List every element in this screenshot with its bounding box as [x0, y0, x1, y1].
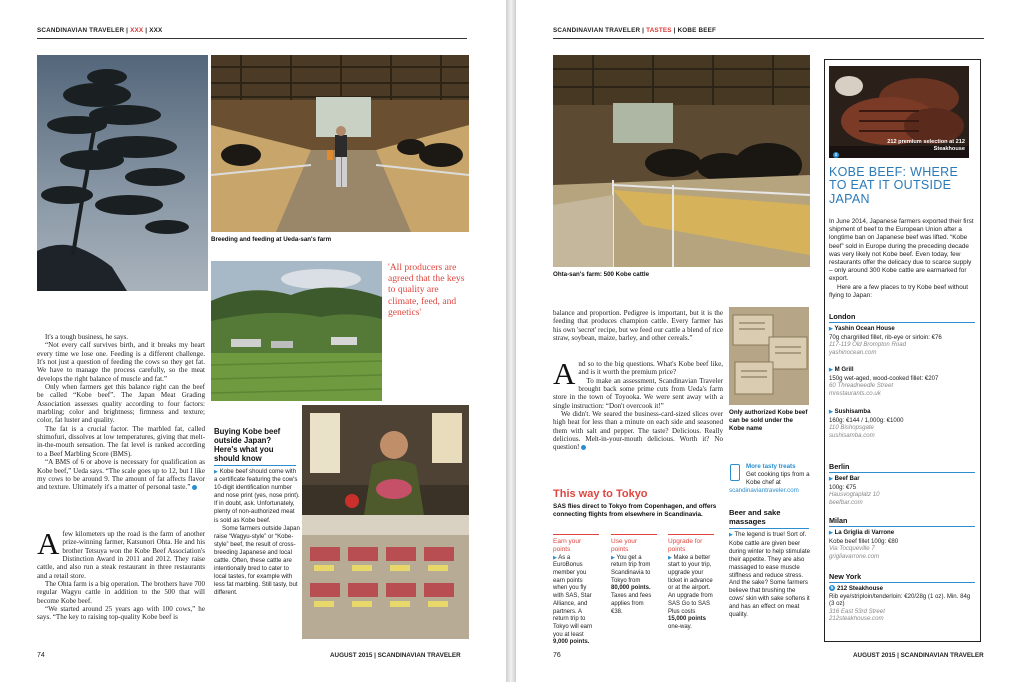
footer: AUGUST 2015 | SCANDINAVIAN TRAVELER	[330, 652, 461, 659]
city-rule	[829, 322, 975, 323]
city-london: London	[829, 312, 856, 321]
end-mark-icon	[581, 445, 586, 450]
body-text-2: Afew kilometers up the road is the farm of another prize-winning farmer, Katsunori Ohta. He and his brother Tetsuya won the Kobe Beef Association's Distinction Award in 2011 and 2012. They raise cattle, and also run a steak restaurant in three restaurants and a retail store. The Ohta farm is a big operation. The brothers have 700 regular Wagyu cattle in addition to the 500 that will become Kobe beef. “We started around 25 years ago with 100 cows,” he says. “The key to raising top-quality Kobe beef is	[37, 526, 205, 622]
restaurant-la-griglia: ▶ La Griglia di Varrone Kobe beef fillet 100g: €80 Via Tocqueville 7 grigliavarrone.com	[829, 529, 899, 560]
phone-icon	[730, 464, 740, 481]
spine-gutter	[506, 0, 516, 682]
tips-link[interactable]: scandinaviantraveler.com	[729, 487, 799, 494]
restaurant-beef-bar: ▶ Beef Bar 100g: €75 Hausvogtaplatz 10 beefbar.com	[829, 475, 880, 506]
beer-rule	[729, 528, 809, 529]
restaurant-sushisamba: ▶ Sushisamba 160g: €144 / 1,000g: €1000 110 Bishopsgate sushisamba.com	[829, 408, 904, 439]
drop-cap-right: A	[553, 356, 576, 391]
restaurant-m-grill: ▶ M Grill 150g wet-aged, wood-cooked fillet: €207 60 Threadneedle Street mrestaurants.co.uk	[829, 366, 939, 397]
drop-cap: A	[37, 526, 60, 561]
box-title: KOBE BEEF: WHERE TO EAT IT OUTSIDE JAPAN	[829, 165, 959, 206]
pull-quote: 'All producers are agreed that the keys to quality are climate, feed, and genetics'	[388, 262, 465, 318]
body-text-right: And so to the big questions. What's Kobe beef like, and is it worth the premium price? To make an assessment, Scandinavian Traveler brought back some prime cuts from Ueda's farm store in the town of Toyooka. We were sent away with a single instruction: “Don't overcook it!” We didn't. We seared the business-card-sized slices over high heat for less than a minute on each side and seasoned them with salt and pepper. The taste? Delicious. Really delicious. Melt-in-your-mouth delicious. Worth it? No question!	[553, 356, 723, 452]
sidebar-title: Buying Kobe beef outside Japan? Here's what you should know	[214, 427, 281, 463]
left-page	[0, 0, 506, 682]
certificate-box-photo	[729, 307, 809, 405]
city-rule	[829, 472, 975, 473]
way-to-tokyo-lead: SAS flies direct to Tokyo from Copenhagen, and offers connecting flights from elsewhere in Scandinavia.	[553, 503, 717, 518]
use-points-column: Use your points ▶ You get a return trip from Scandinavia to Tokyo from 80,000 points. Taxes and fees applies from €38.	[611, 538, 652, 615]
footer-right: AUGUST 2015 | SCANDINAVIAN TRAVELER	[853, 652, 984, 659]
end-mark-icon	[192, 485, 197, 490]
page-number-right: 76	[553, 652, 561, 659]
certificate-caption: Only authorized Kobe beef can be sold under the Kobe name	[729, 409, 808, 432]
tips-title: More tasty treats	[746, 463, 796, 470]
photo-badge: 5	[834, 152, 838, 158]
body-text-1: It's a tough business, he says. “Not every calf survives birth, and it breaks my heart every time we lose one. Feeding is a different challenge. It's not just a question of feeding the cows so they get fat. We have to manage the process carefully, so the meat develops the right balance of muscle and fat.” Only when farmers get this balance right can the beef be called “Kobe beef”. The Japan Meat Grading Association assesses quality according to four factors: marbling; color and brightness; firmness and texture; color, fat luster and quality. The fat is a crucial factor. The marbled fat, called shimofuri, dissolves at low temperatures, giving that melt-in-the-mouth sensation. The fat level is ranked according to a Beef Marbling Score (BMS). “A BMS of 6 or above is necessary for qualification as Kobe beef,” Ueda says. “The scale goes up to 12, but I like my cows to be around 9. The amount of fat affects flavor and texture. Ultimately it's a matter of personal taste.”	[37, 333, 205, 492]
city-new-york: New York	[829, 572, 862, 581]
box-intro: In June 2014, Japanese farmers exported their first shipment of beef to the European Union after a longtime ban on Japanese beef was lifted. “Kobe beef” sold in Europe during the preceding decade was very likely not Kobe beef. Even today, few restaurants offer the delicacy due to scarce supply – only around 300 Kobe cattle are earmarked for export. Here are a few places to try Kobe beef without flying to Japan:	[829, 218, 974, 299]
beer-text: ▶ The legend is true! Sort of. Kobe cattle are given beer during winter to help stimulate their appetite. They are also massaged to ease muscle stiffness and reduce stress. And the sake? Some farmers believe that brushing the cows' skin with sake softens it and has an effect on meat quality.	[729, 531, 810, 619]
restaurant-212-steakhouse: 5 212 Steakhouse Rib eye/striploin/tenderloin: €20/28g (1 oz). Min. 84g (3 oz) 316 East 53rd Street 212steakhouse.com	[829, 585, 971, 623]
cattle-photo	[553, 55, 810, 267]
steak-photo-caption: 212 premium selection at 212 Steakhouse	[887, 139, 965, 152]
beer-title: Beer and sake massages	[729, 508, 781, 526]
shop-photo	[302, 405, 469, 639]
col-rule-1	[553, 534, 599, 535]
tips-block	[746, 463, 816, 486]
running-header-right: SCANDINAVIAN TRAVELER | TASTES | KOBE BEEF	[553, 27, 717, 34]
sidebar-body: ▶ Kobe beef should come with a certificate featuring the cow's 10-digit identification number and nose print (yes, nose print). If in doubt, ask. Unfortunately, plenty of non-authorized meat is sold as Kobe beef. Some farmers outside Japan raise “Wagyu-style” or “Kobe-style” beef, the result of cross-breeding Japanese and local cattle. Often, these cattle are intentionally bred to cater to local tastes, for example with less fat marbling. Still tasty, but different.	[214, 468, 300, 597]
earn-points-column: Earn your points ▶ As a EuroBonus member you earn points when you fly with SAS, Star Alliance, and partners. A return trip to Tokyo will earn you at least 9,000 points.	[553, 538, 593, 646]
landscape-photo	[211, 261, 382, 401]
running-header: SCANDINAVIAN TRAVELER | XXX | XXX	[37, 27, 163, 34]
upgrade-points-column: Upgrade for points ▶ Make a better start to your trip, upgrade your ticket in advance or at the airport. An upgrade from SAS Go to SAS Plus costs 15,000 points one-way.	[668, 538, 713, 630]
tree-photo	[37, 55, 208, 291]
farm-caption: Breeding and feeding at Ueda-san's farm	[211, 236, 332, 243]
header-rule	[37, 38, 467, 39]
tips-text: Get cooking tips from a Kobe chef at	[746, 470, 810, 486]
col-rule-3	[668, 534, 714, 535]
body-text-right-top: balance and proportion. Pedigree is important, but it is the feeding that produces champion cattle. Every farmer has his own 'secret' recipe, but we feed our cattle a blend of rice straw, soybean, maize, barley, and other cereals.”	[553, 309, 723, 343]
header-rule-right	[553, 38, 984, 39]
col-rule-2	[611, 534, 657, 535]
city-rule	[829, 526, 975, 527]
triangle-bullet-icon: ▶	[214, 469, 218, 475]
sidebar-rule	[214, 465, 296, 466]
restaurant-yashin: ▶ Yashin Ocean House 70g chargrilled fillet, rib-eye or sirloin: €76 117-119 Old Brompton Road yashinocean.com	[829, 325, 942, 356]
way-to-tokyo-title: This way to Tokyo	[553, 488, 648, 500]
city-rule	[829, 582, 975, 583]
city-milan: Milan	[829, 516, 848, 525]
page-number: 74	[37, 652, 45, 659]
cattle-caption: Ohta-san's farm: 500 Kobe cattle	[553, 271, 650, 278]
city-berlin: Berlin	[829, 462, 850, 471]
barn-photo	[211, 55, 469, 232]
